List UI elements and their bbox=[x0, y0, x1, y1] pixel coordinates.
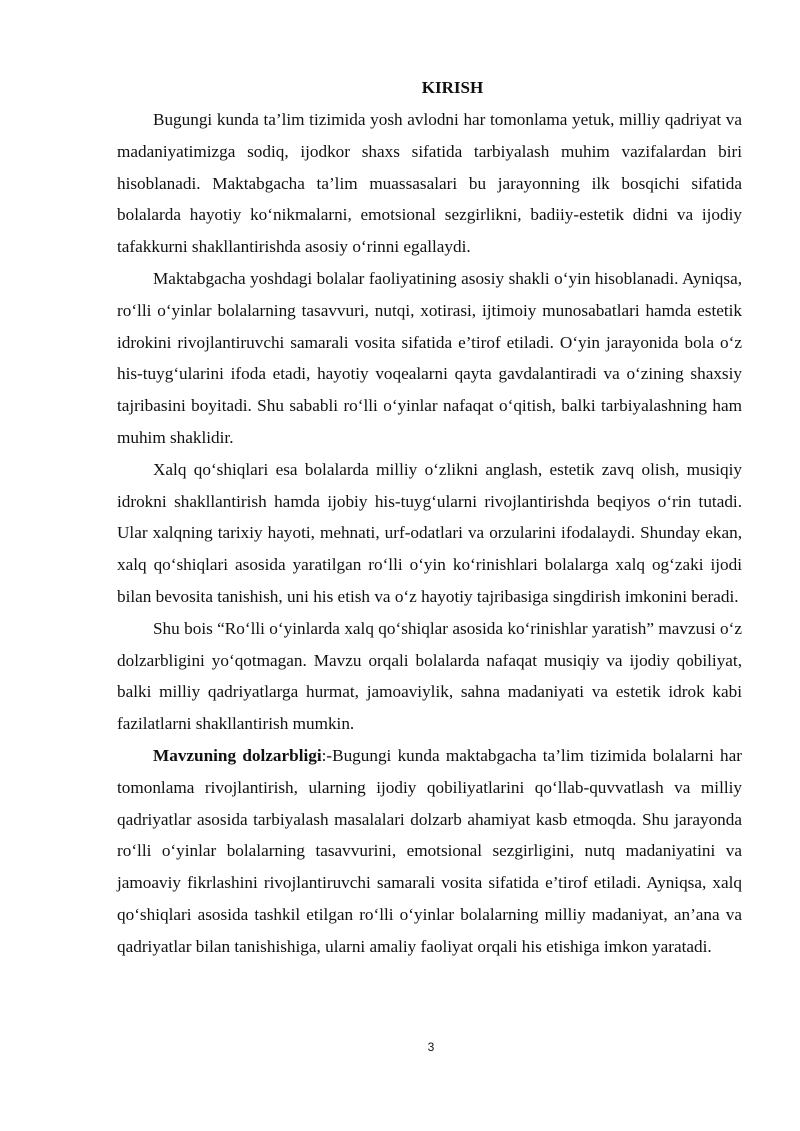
paragraph-4: Shu bois “Ro‘lli o‘yinlarda xalq qo‘shiqlar asosida ko‘rinishlar yaratish” mavzusi o‘z dolzarbligini yo‘qotmagan. Mavzu orqali bolalarda nafaqat musiqiy va ijodiy qobiliyat, balki milliy qadriyatlarga hurmat, jamoaviylik, sahna madaniyati va estetik idrok kabi fazilatlarni shakllantirish mumkin. bbox=[117, 618, 742, 734]
paragraph-1: Bugungi kunda ta’lim tizimida yosh avlodni har tomonlama yetuk, milliy qadriyat va madaniyatimizga sodiq, ijodkor shaxs sifatida tarbiyalash muhim vazifalardan biri hisoblanadi. Maktabgacha ta’lim muassasalari bu jarayonning ilk bosqichi sifatida bolalarda hayotiy ko‘nikmalarni, emotsional sezgirlikni, badiiy-estetik didni va ijodiy tafakkurni shakllantirishda asosiy o‘rinni egallaydi. bbox=[117, 110, 742, 257]
relevance-lead: Mavzuning dolzarbligi bbox=[153, 745, 322, 765]
section-heading: KIRISH bbox=[421, 78, 484, 97]
paragraph-relevance bbox=[117, 740, 742, 963]
paragraph-3: Xalq qo‘shiqlari esa bolalarda milliy o‘zlikni anglash, estetik zavq olish, musiqiy idrokni shakllantirish hamda ijobiy his-tuyg‘ularni rivojlantirishda beqiyos o‘rin tutadi. Ular xalqning tarixiy hayoti, mehnati, urf-odatlari va orzularini ifodalaydi. Shunday ekan, xalq qo‘shiqlari asosida yaratilgan ro‘lli o‘yin ko‘rinishlari bolalarga xalq og‘zaki ijodi bilan bevosita tanishish, uni his etish va o‘z hayotiy tajribasiga singdirish imkonini beradi. bbox=[117, 459, 742, 606]
page-number: 3 bbox=[427, 1040, 435, 1054]
paragraph-2: Maktabgacha yoshdagi bolalar faoliyatining asosiy shakli o‘yin hisoblanadi. Ayniqsa, ro‘lli o‘yinlar bolalarning tasavvuri, nutqi, xotirasi, ijtimoiy munosabatlari hamda estetik idrokini rivojlantiruvchi samarali vosita sifatida e’tirof etiladi. O‘yin jarayonida bola o‘z his-tuyg‘ularini ifoda etadi, hayotiy voqealarni qayta gavdalantiradi va o‘zining shaxsiy tajribasini boyitadi. Shu sababli ro‘lli o‘yinlar nafaqat o‘qitish, balki tarbiyalashning ham muhim shaklidir. bbox=[117, 268, 742, 447]
page-body bbox=[117, 72, 742, 963]
relevance-text: :-Bugungi kunda maktabgacha ta’lim tizimida bolalarni har tomonlama rivojlantirish, ularning ijodiy qobiliyatlarini qo‘llab-quvvatlash va milliy qadriyatlar asosida tarbiyalash masalalari dolzarb ahamiyat kasb etmoqda. Shu jarayonda ro‘lli o‘yinlar bolalarning tasavvurini, emotsional sezgirligini, nutq madaniyatini va jamoaviy fikrlashini rivojlantiruvchi samarali vosita sifatida e’tirof etiladi. Ayniqsa, xalq qo‘shiqlari asosida tashkil etilgan ro‘lli o‘yinlar bolalarning milliy madaniyat, an’ana va qadriyatlar bilan tanishishiga, ularni amaliy faoliyat orqali his etishiga imkon yaratadi. bbox=[117, 745, 742, 956]
